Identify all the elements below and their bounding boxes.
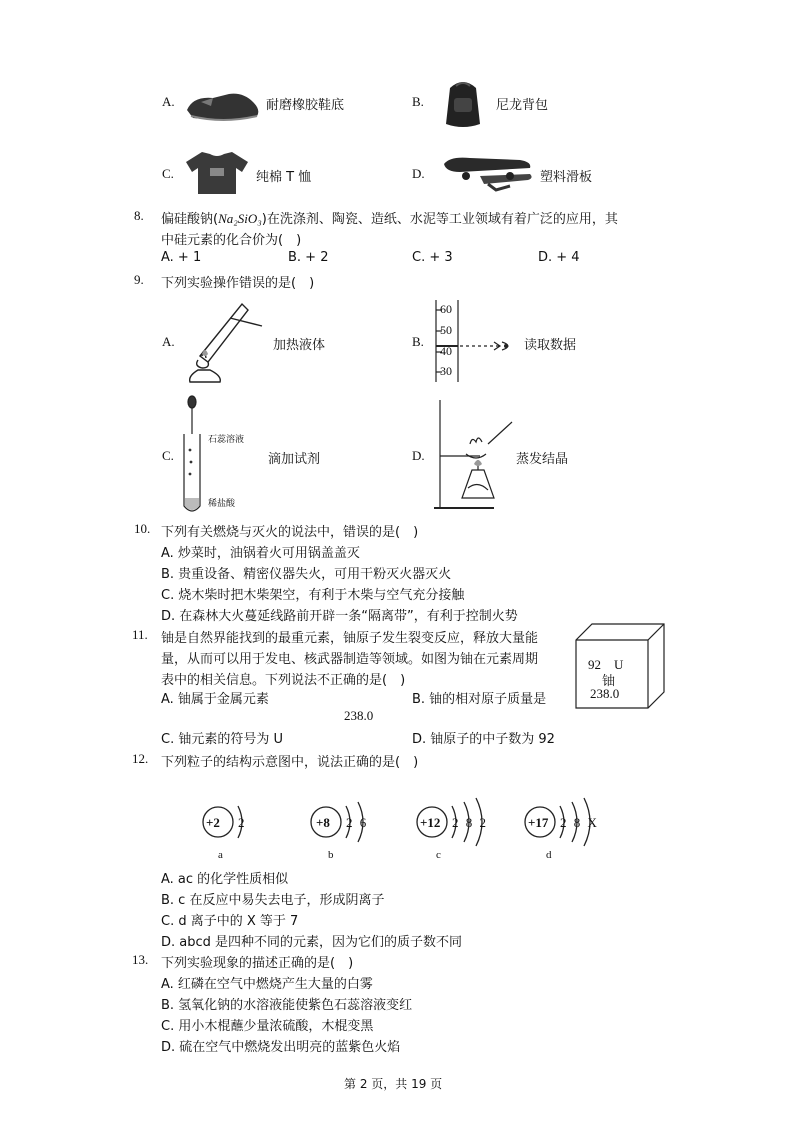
q7-option-c-letter: C. xyxy=(162,166,174,181)
q7-option-b-letter: B. xyxy=(412,94,424,109)
q7-option-a-text: 耐磨橡胶鞋底 xyxy=(266,98,345,113)
dilute-hcl-label: 稀盐酸 xyxy=(208,499,236,509)
q11-stem-line1: 铀是自然界能找到的最重元素，铀原子发生裂变反应，释放大量能 xyxy=(161,631,539,646)
q11-stem-line3: 表中的相关信息。下列说法不正确的是( ) xyxy=(161,673,406,688)
atom-c-nucleus: +12 xyxy=(420,815,441,830)
q12-option-c: C. d 离子中的 X 等于 7 xyxy=(161,914,299,929)
atom-d-nucleus: +17 xyxy=(528,815,549,830)
q8-number: 8. xyxy=(134,208,144,223)
q11-option-d: D. 铀原子的中子数为 92 xyxy=(412,732,555,747)
q12-number: 12. xyxy=(132,751,149,766)
q8-option-c: C. + 3 xyxy=(412,250,453,265)
uranium-mass: 238.0 xyxy=(590,686,620,701)
q9-option-c-letter: C. xyxy=(162,448,174,463)
cylinder-tick-60: 60 xyxy=(440,302,452,316)
atom-c-label: c xyxy=(436,849,441,861)
q9-option-d-letter: D. xyxy=(412,448,425,463)
skateboard-image xyxy=(440,150,536,192)
atomic-structure-diagrams xyxy=(196,792,616,866)
evaporation-apparatus-diagram xyxy=(432,398,522,514)
q11-option-b: B. 铀的相对原子质量是 xyxy=(412,692,547,707)
q10-option-c: C. 烧木柴时把木柴架空，有利于木柴与空气充分接触 xyxy=(161,588,465,603)
q10-number: 10. xyxy=(134,521,151,536)
q9-option-d-text: 蒸发结晶 xyxy=(516,452,569,467)
page-footer: 第 2 页，共 19 页 xyxy=(344,1077,443,1091)
backpack-image xyxy=(438,78,488,130)
atom-a-nucleus: +2 xyxy=(206,815,220,830)
uranium-number-symbol: 92 U xyxy=(588,657,624,672)
q9-option-b-letter: B. xyxy=(412,334,424,349)
atom-d-label: d xyxy=(546,849,552,861)
q11-option-c: C. 铀元素的符号为 U xyxy=(161,732,283,747)
q13-option-d: D. 硫在空气中燃烧发出明亮的蓝紫色火焰 xyxy=(161,1040,401,1055)
atom-d-shells: 2 8 X xyxy=(560,815,599,830)
q11-stem-line2: 量，从而可以用于发电、核武器制造等领域。如图为铀在元素周期 xyxy=(161,652,539,667)
cylinder-tick-50: 50 xyxy=(440,323,452,337)
cylinder-tick-40: 40 xyxy=(440,344,452,358)
q8-stem-line2: 中硅元素的化合价为( ) xyxy=(161,233,302,248)
q7-option-c-text: 纯棉 T 恤 xyxy=(256,170,312,185)
q7-option-a-letter: A. xyxy=(162,94,175,109)
q8-stem-line1: 偏硅酸钠(Na₂SiO₃)在洗涤剂、陶瓷、造纸、水泥等工业领域有着广泛的应用，其 xyxy=(161,211,618,227)
heating-liquid-diagram xyxy=(180,296,272,388)
q8-option-b: B. + 2 xyxy=(288,250,329,265)
atom-b-label: b xyxy=(328,849,334,861)
q13-number: 13. xyxy=(132,952,149,967)
litmus-label: 石蕊溶液 xyxy=(208,435,245,445)
atom-c-shells: 2 8 2 xyxy=(452,815,488,830)
q13-option-c: C. 用小木棍蘸少量浓硫酸，木棍变黑 xyxy=(161,1019,374,1034)
q13-option-a: A. 红磷在空气中燃烧产生大量的白雾 xyxy=(161,977,373,992)
atom-b-nucleus: +8 xyxy=(316,815,330,830)
q12-option-d: D. abcd 是四种不同的元素，因为它们的质子数不同 xyxy=(161,935,463,950)
q10-stem: 下列有关燃烧与灭火的说法中，错误的是( ) xyxy=(161,525,419,540)
q7-option-d-letter: D. xyxy=(412,166,425,181)
atom-b-shells: 2 6 xyxy=(346,815,369,830)
tshirt-image xyxy=(184,150,250,196)
q9-option-a-text: 加热液体 xyxy=(273,338,326,353)
q9-option-a-letter: A. xyxy=(162,334,175,349)
q11-number: 11. xyxy=(132,627,148,642)
q10-option-d: D. 在森林大火蔓延线路前开辟一条“隔离带”，有利于控制火势 xyxy=(161,609,518,624)
uranium-name: 铀 xyxy=(602,674,616,689)
q11-option-b-value: 238.0 xyxy=(344,708,374,723)
q9-number: 9. xyxy=(134,272,144,287)
q12-option-a: A. ac 的化学性质相似 xyxy=(161,872,289,887)
q8-option-a: A. + 1 xyxy=(161,250,202,265)
q13-option-b: B. 氢氧化钠的水溶液能使紫色石蕊溶液变红 xyxy=(161,998,413,1013)
q12-stem: 下列粒子的结构示意图中，说法正确的是( ) xyxy=(161,755,419,770)
q12-option-b: B. c 在反应中易失去电子，形成阴离子 xyxy=(161,893,385,908)
atom-a-label: a xyxy=(218,849,223,861)
q10-option-b: B. 贵重设备、精密仪器失火，可用干粉灭火器灭火 xyxy=(161,567,452,582)
q9-stem: 下列实验操作错误的是( ) xyxy=(161,276,315,291)
q7-option-d-text: 塑料滑板 xyxy=(540,170,593,185)
q8-option-d: D. + 4 xyxy=(538,250,580,265)
q9-option-c-text: 滴加试剂 xyxy=(268,452,321,467)
q13-stem: 下列实验现象的描述正确的是( ) xyxy=(161,956,354,971)
q10-option-a: A. 炒菜时，油锅着火可用锅盖盖灭 xyxy=(161,546,360,561)
shoe-sole-image xyxy=(183,80,263,128)
q7-option-b-text: 尼龙背包 xyxy=(496,98,549,113)
cylinder-tick-30: 30 xyxy=(440,364,452,378)
q9-option-b-text: 读取数据 xyxy=(524,338,577,353)
q11-option-a: A. 铀属于金属元素 xyxy=(161,692,269,707)
atom-a-shells: 2 xyxy=(238,815,245,830)
